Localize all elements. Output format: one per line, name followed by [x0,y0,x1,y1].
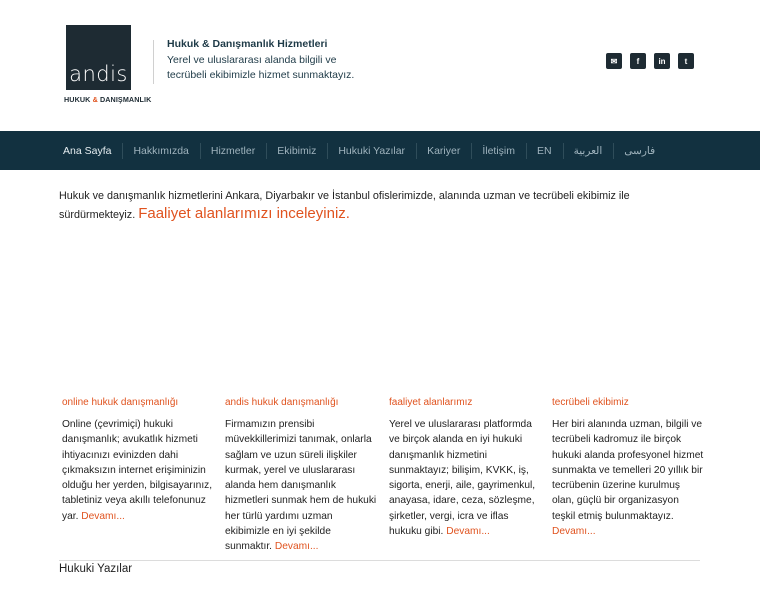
logo-sub-amp: & [92,95,98,104]
nav-item-contact[interactable]: İletişim [471,145,526,157]
read-more-link[interactable]: Devamı... [274,541,319,553]
nav-item-services[interactable]: Hizmetler [200,145,266,157]
read-more-link[interactable]: Devamı... [81,510,125,522]
section-divider [59,560,700,561]
read-more-link[interactable]: Devamı... [552,526,596,538]
section-title-articles: Hukuki Yazılar [59,563,133,575]
feature-andis-consulting [225,397,377,555]
email-icon[interactable]: ✉ [606,53,622,69]
nav-item-team[interactable]: Ekibimiz [266,145,327,157]
feature-body: Yerel ve uluslararası platformda ve birçok alanda en iyi hukuki danışmanlık hizmetini sunmaktayız; bilişim, KVKK, iş, sigorta, enerji, aile, gayrimenkul, anayasa, idare, ceza, sözleşme, şirketler, vergi, icra ve iflas hukuku gibi. [389,419,536,538]
nav-item-home[interactable]: Ana Sayfa [63,144,112,157]
logo-word: andis [69,62,128,86]
social-links [606,53,694,69]
feature-practice-areas [389,397,541,539]
logo-sub-right: DANIŞMANLIK [99,95,152,104]
nav-item-lang-ar[interactable]: العربية [563,145,614,157]
feature-body: Her biri alanında uzman, bilgili ve tecrübeli kadromuz ile birçok hukuki alanda profesyonel hizmet sunmakta ve temelleri 20 yıllık bir tecrübenin üzerine kurulmuş olan, güçlü bir organizasyon teşkil etmiş bulunmaktayız. [552,419,704,522]
logo-box[interactable] [66,25,131,90]
feature-text [62,417,214,524]
feature-body: Firmamızın prensibi müvekkillerimizi tanımak, onlarla sağlam ve uzun süreli ilişkiler kurmak, yerel ve uluslararası alanda hem danışmanlık hizmetleri sunmak hem de hukuki her türlü yardımı uzman ekibimizle en iyi şekilde sunmaktır. [225,419,377,553]
feature-text [552,417,704,539]
nav-item-about[interactable]: Hakkımızda [122,145,199,157]
nav-item-lang-fa[interactable]: فارسی [613,145,666,157]
feature-text [389,417,541,539]
feature-experienced-team [552,397,704,539]
logo-subtitle [64,95,151,104]
feature-title: online hukuk danışmanlığı [62,397,179,408]
nav-item-articles[interactable]: Hukuki Yazılar [327,145,416,157]
feature-text [225,417,377,555]
tagline-text: Yerel ve uluslararası alanda bilgili ve tecrübeli ekibimizle hizmet sunmaktayız. [167,54,355,81]
nav-item-career[interactable]: Kariyer [416,145,471,157]
linkedin-icon[interactable]: in [654,53,670,69]
twitter-icon[interactable]: t [678,53,694,69]
feature-title: tecrübeli ekibimiz [552,397,629,408]
tagline-title: Hukuk & Danışmanlık Hizmetleri [167,38,328,50]
intro-paragraph [59,188,669,224]
intro-text: Hukuk ve danışmanlık hizmetlerini Ankara, Diyarbakır ve İstanbul ofislerimizde, alanında uzman ve tecrübeli ekibimiz ile sürdürmekteyiz. [59,190,630,221]
nav-item-lang-en[interactable]: EN [526,145,563,157]
facebook-icon[interactable]: f [630,53,646,69]
feature-title: faaliyet alanlarımız [389,397,473,408]
feature-body: Online (çevrimiçi) hukuki danışmanlık; avukatlık hizmeti ihtiyacınızı evinizden dahi çıkmaksızın internet erişiminizin olduğu her yerden, bilgisayarınız, tabletiniz veya akıllı telefonunuz yar. [62,419,213,522]
main-nav [52,131,666,170]
practice-areas-link[interactable]: Faaliyet alanlarımızı inceleyiniz. [138,205,350,222]
read-more-link[interactable]: Devamı... [446,526,490,538]
main-navbar [0,131,760,170]
header-divider [153,40,154,84]
feature-online-consulting [62,397,214,524]
feature-title: andis hukuk danışmanlığı [225,397,339,408]
logo-sub-left: HUKUK [64,95,91,104]
